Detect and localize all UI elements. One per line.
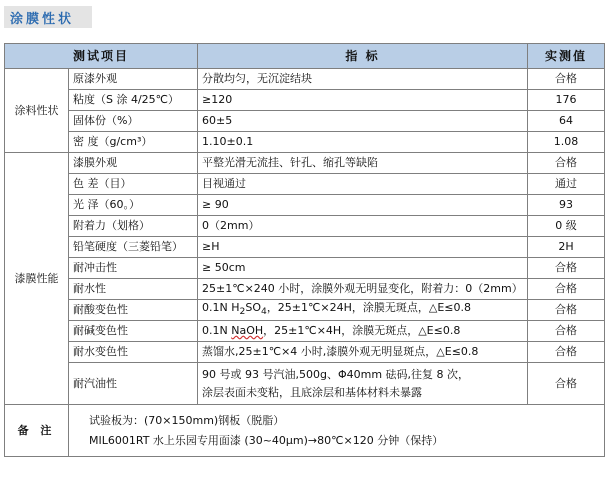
item-cell: 漆膜外观 xyxy=(69,153,198,174)
properties-table xyxy=(4,43,605,457)
spec-cell xyxy=(198,363,528,405)
spec-cell xyxy=(198,300,528,321)
result-cell: 64 xyxy=(528,111,605,132)
result-cell: 0 级 xyxy=(528,216,605,237)
spec-cell: 目视通过 xyxy=(198,174,528,195)
result-cell: 通过 xyxy=(528,174,605,195)
table-row xyxy=(5,279,605,300)
spec-cell: 1.10±0.1 xyxy=(198,132,528,153)
result-cell: 合格 xyxy=(528,342,605,363)
spec-subscript: 4 xyxy=(260,306,267,318)
item-cell: 密 度（g/cm³） xyxy=(69,132,198,153)
table-row xyxy=(5,132,605,153)
spec-cell: 25±1℃×240 小时，涂膜外观无明显变化，附着力：0（2mm） xyxy=(198,279,528,300)
spec-cell: 蒸馏水,25±1℃×4 小时,漆膜外观无明显斑点，△E≤0.8 xyxy=(198,342,528,363)
result-cell: 合格 xyxy=(528,69,605,90)
item-cell: 耐水性 xyxy=(69,279,198,300)
result-cell: 合格 xyxy=(528,321,605,342)
table-row xyxy=(5,300,605,321)
section-title: 涂膜性状 xyxy=(10,11,75,27)
header-items: 测试项目 xyxy=(5,44,198,69)
table-row xyxy=(5,174,605,195)
spec-cell: 0（2mm） xyxy=(198,216,528,237)
table-row xyxy=(5,258,605,279)
result-cell: 合格 xyxy=(528,363,605,405)
result-cell: 93 xyxy=(528,195,605,216)
item-cell: 铅笔硬度（三菱铅笔） xyxy=(69,237,198,258)
item-cell: 耐水变色性 xyxy=(69,342,198,363)
table-row xyxy=(5,153,605,174)
spec-subscript: 2 xyxy=(239,306,246,318)
item-cell: 固体份（%） xyxy=(69,111,198,132)
group-name: 漆膜性能 xyxy=(5,153,69,405)
spec-cell: ≥ 90 xyxy=(198,195,528,216)
result-cell: 1.08 xyxy=(528,132,605,153)
table-header-row xyxy=(5,44,605,69)
table-row xyxy=(5,321,605,342)
result-cell: 合格 xyxy=(528,300,605,321)
spec-cell xyxy=(198,321,528,342)
spec-text: ，25±1℃×4H，涂膜无斑点，△E≤0.8 xyxy=(263,324,461,337)
result-cell: 2H xyxy=(528,237,605,258)
table-row xyxy=(5,195,605,216)
table-row xyxy=(5,69,605,90)
header-result: 实测值 xyxy=(528,44,605,69)
result-cell: 合格 xyxy=(528,279,605,300)
table-row xyxy=(5,237,605,258)
group-name: 涂料性状 xyxy=(5,69,69,153)
spec-text: 0.1N xyxy=(202,324,232,337)
notes-cell xyxy=(69,405,605,457)
item-cell: 色 差（目） xyxy=(69,174,198,195)
spec-text: SO xyxy=(245,300,261,314)
note-line: 试验板为：(70×150mm)钢板（脱脂） xyxy=(89,413,285,427)
table-row xyxy=(5,342,605,363)
item-cell: 耐汽油性 xyxy=(69,363,198,405)
spec-line: 90 号或 93 号汽油,500g、Φ40mm 砝码,往复 8 次， xyxy=(202,367,470,381)
note-line: MIL6001RT 水上乐园专用面漆 (30~40μm)→80℃×120 分钟（保持） xyxy=(89,433,444,447)
notes-row xyxy=(5,405,605,457)
notes-label: 备 注 xyxy=(5,405,69,457)
item-cell: 耐碱变色性 xyxy=(69,321,198,342)
result-cell: 合格 xyxy=(528,258,605,279)
spec-text: 0.1N H xyxy=(202,300,240,314)
result-cell: 176 xyxy=(528,90,605,111)
item-cell: 粘度（S 涂 4/25℃） xyxy=(69,90,198,111)
spec-cell: ≥H xyxy=(198,237,528,258)
spec-cell: 60±5 xyxy=(198,111,528,132)
section-title-box xyxy=(4,6,92,28)
spec-text: ，25±1℃×24H，涂膜无斑点，△E≤0.8 xyxy=(266,300,471,314)
header-spec: 指 标 xyxy=(198,44,528,69)
item-cell: 耐冲击性 xyxy=(69,258,198,279)
item-cell: 光 泽（60。） xyxy=(69,195,198,216)
table-row xyxy=(5,111,605,132)
spec-cell: ≥120 xyxy=(198,90,528,111)
spec-cell: 平整光滑无流挂、针孔、缩孔等缺陷 xyxy=(198,153,528,174)
item-cell: 耐酸变色性 xyxy=(69,300,198,321)
item-cell: 原漆外观 xyxy=(69,69,198,90)
table-row xyxy=(5,90,605,111)
spec-text-underlined: NaOH xyxy=(231,324,264,337)
result-cell: 合格 xyxy=(528,153,605,174)
table-row xyxy=(5,363,605,405)
spec-cell: 分散均匀，无沉淀结块 xyxy=(198,69,528,90)
spec-line: 涂层表面未变粘，且底涂层和基体材料未暴露 xyxy=(202,385,423,399)
spec-cell: ≥ 50cm xyxy=(198,258,528,279)
table-row xyxy=(5,216,605,237)
item-cell: 附着力（划格） xyxy=(69,216,198,237)
